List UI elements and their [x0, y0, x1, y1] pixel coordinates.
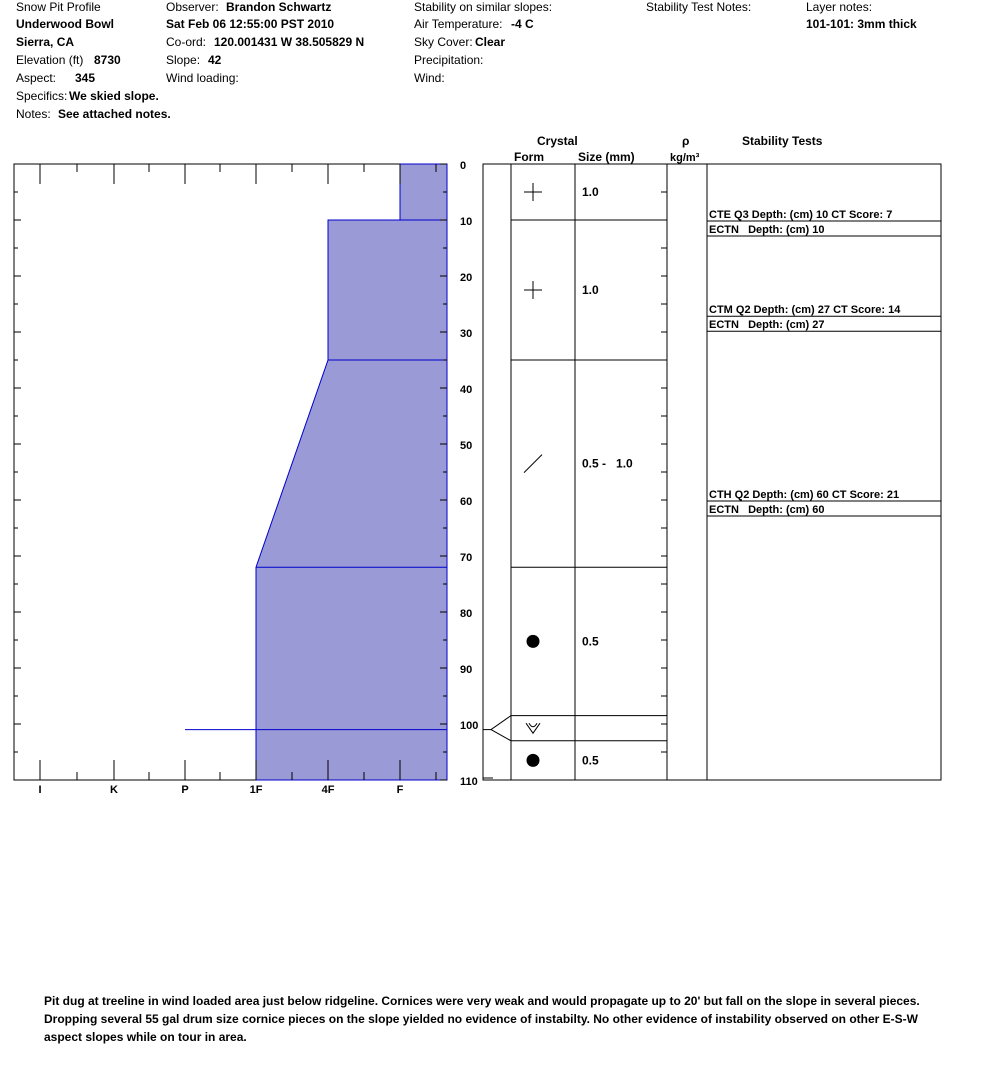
- stability-test-line: ECTN Depth: (cm) 10: [709, 224, 825, 236]
- depth-tick-label: 10: [460, 216, 473, 228]
- datetime: Sat Feb 06 12:55:00 PST 2010: [166, 17, 335, 31]
- wind-loading-label: Wind loading:: [166, 71, 239, 85]
- stability-notes-label: Stability Test Notes:: [646, 0, 752, 14]
- crystal-form-icon-rounded: [527, 754, 540, 767]
- specifics-value: We skied slope.: [69, 89, 159, 103]
- snow-profile-chart: [0, 130, 994, 960]
- hardness-tick-label: 1F: [249, 784, 263, 796]
- rho-header: ρ: [682, 134, 690, 148]
- sky-cover-label: Sky Cover:: [414, 35, 473, 49]
- aspect-value: 345: [75, 71, 96, 85]
- depth-tick-label: 60: [460, 496, 473, 508]
- notes-value: See attached notes.: [58, 107, 171, 121]
- sky-cover-value: Clear: [475, 35, 506, 49]
- depth-tick-label: 40: [460, 384, 473, 396]
- depth-tick-label: 70: [460, 552, 473, 564]
- thin-layer-pointer: [491, 716, 511, 741]
- elevation-value: 8730: [94, 53, 121, 67]
- hardness-graph: [14, 164, 447, 796]
- depth-tick-label: 50: [460, 440, 473, 452]
- layer-notes-value: 101-101: 3mm thick: [806, 17, 917, 31]
- depth-tick-label: 100: [460, 720, 479, 732]
- crystal-table-frame: [483, 164, 707, 780]
- aspect-label: Aspect:: [16, 71, 57, 85]
- wind-label: Wind:: [414, 71, 445, 85]
- stability-test-line: CTM Q2 Depth: (cm) 27 CT Score: 14: [709, 304, 901, 317]
- hardness-tick-label: F: [396, 784, 404, 796]
- layer-notes-label: Layer notes:: [806, 0, 873, 14]
- page-title: Snow Pit Profile: [16, 0, 101, 14]
- air-temp-label: Air Temperature:: [414, 17, 503, 31]
- hardness-tick-label: P: [181, 784, 189, 796]
- depth-tick-label: 20: [460, 272, 473, 284]
- observer-label: Observer:: [166, 0, 219, 14]
- depth-tick-label: 90: [460, 664, 473, 676]
- crystal-size-value: 0.5 - 1.0: [582, 456, 633, 471]
- footer-notes: Pit dug at treeline in wind loaded area just below ridgeline. Cornices were very weak and would propagate up to 20' but fall on the slope in several pieces. Dropping several 55 gal drum size cornice pieces on the slope yielded no evidence of instabilty. No other evidence of instability observed on other E-S-W aspect slopes while on tour in area.: [44, 994, 920, 1044]
- stability-test-line: ECTN Depth: (cm) 60: [709, 504, 825, 516]
- size-header: Size (mm): [578, 150, 635, 164]
- crystal-size-value: 1.0: [582, 283, 599, 297]
- hardness-profile-area: [256, 164, 447, 780]
- specifics-label: Specifics:: [16, 89, 68, 103]
- hardness-tick-label: K: [110, 784, 118, 796]
- stability-test-line: CTE Q3 Depth: (cm) 10 CT Score: 7: [709, 209, 893, 221]
- crystal-table: [483, 164, 707, 780]
- air-temp-value: -4 C: [511, 17, 534, 31]
- hardness-tick-label: 4F: [321, 784, 335, 796]
- stability-tests-panel: [707, 164, 941, 780]
- region: Sierra, CA: [16, 35, 75, 49]
- coord-value: 120.001431 W 38.505829 N: [214, 35, 365, 49]
- slope-label: Slope:: [166, 53, 201, 67]
- precip-label: Precipitation:: [414, 53, 484, 67]
- crystal-header: Crystal: [537, 134, 578, 148]
- elevation-label: Elevation (ft): [16, 53, 84, 67]
- hardness-tick-label: I: [38, 784, 42, 796]
- crystal-size-value: 0.5: [582, 753, 599, 768]
- coord-label: Co-ord:: [166, 35, 207, 49]
- form-header: Form: [514, 150, 544, 164]
- depth-tick-label: 30: [460, 328, 473, 340]
- depth-tick-label: 80: [460, 608, 473, 620]
- column-headers: [514, 134, 823, 164]
- crystal-form-icon-surface-hoar: [526, 723, 540, 733]
- stability-tests-header: Stability Tests: [742, 134, 823, 148]
- depth-tick-label: 0: [460, 160, 467, 172]
- crystal-form-icon-rounded: [527, 635, 540, 648]
- stability-similar-label: Stability on similar slopes:: [414, 0, 553, 14]
- crystal-size-value: 0.5: [582, 634, 599, 649]
- crystal-form-icon-decomposing: [524, 455, 542, 473]
- location-name: Underwood Bowl: [16, 17, 114, 31]
- crystal-size-value: 1.0: [582, 185, 599, 199]
- depth-tick-label: 110: [460, 776, 478, 788]
- slope-value: 42: [208, 53, 222, 67]
- notes-label: Notes:: [16, 107, 51, 121]
- density-unit-header: kg/m³: [670, 152, 700, 164]
- observer-value: Brandon Schwartz: [226, 0, 332, 14]
- stability-tests-frame: [707, 164, 941, 780]
- stability-test-line: CTH Q2 Depth: (cm) 60 CT Score: 21: [709, 489, 900, 501]
- stability-test-line: ECTN Depth: (cm) 27: [709, 319, 825, 332]
